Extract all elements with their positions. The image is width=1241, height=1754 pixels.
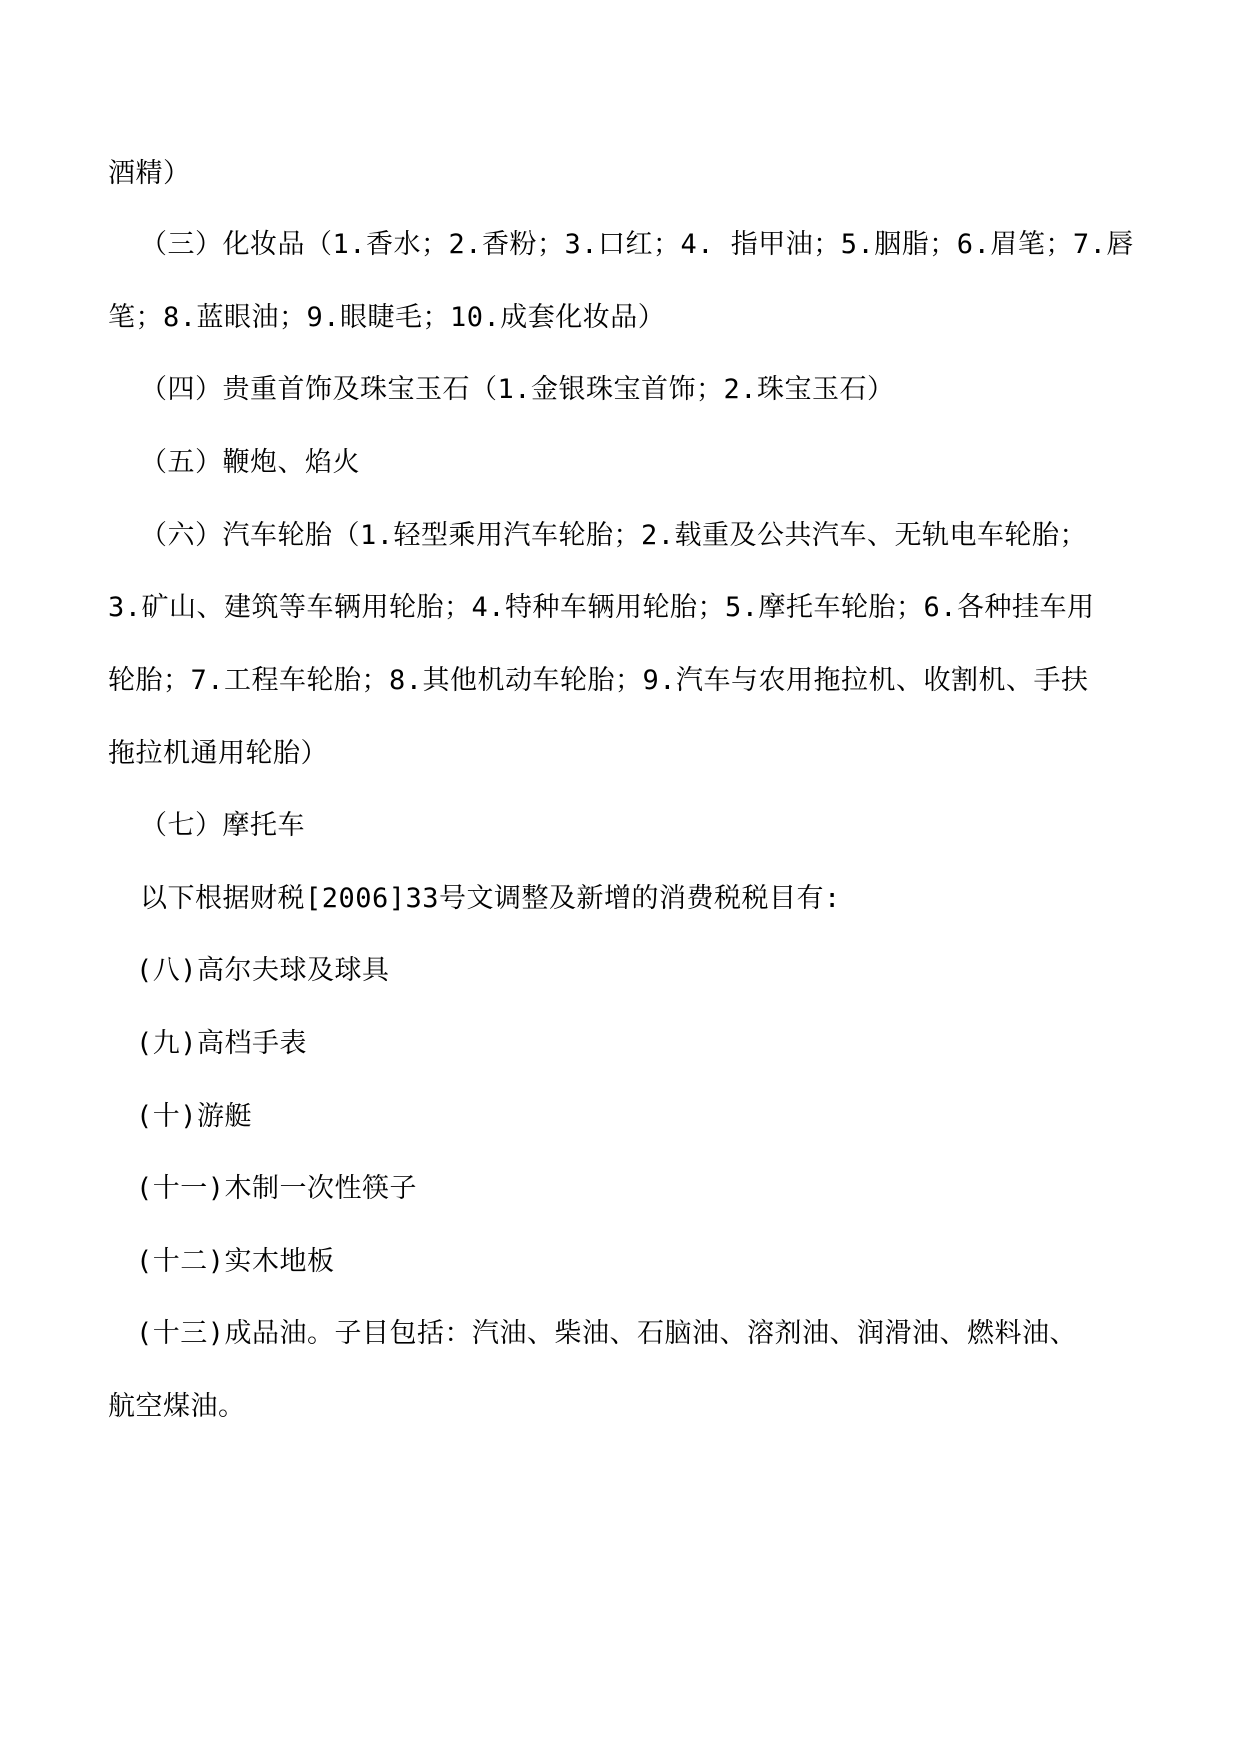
text-line: (十二)实木地板 [136, 1246, 335, 1277]
text-line: （三）化妆品（1.香水；2.香粉；3.口红；4. 指甲油；5.胭脂；6.眉笔；7.唇 [140, 229, 1134, 260]
text-line: (十一)木制一次性筷子 [136, 1173, 418, 1204]
text-line: 3.矿山、建筑等车辆用轮胎；4.特种车辆用轮胎；5.摩托车轮胎；6.各种挂车用 [108, 592, 1095, 623]
text-line: (八)高尔夫球及球具 [136, 955, 390, 986]
text-line: 笔；8.蓝眼油；9.眼睫毛；10.成套化妆品） [108, 302, 666, 333]
text-line: (十)游艇 [136, 1101, 253, 1132]
text-line: (十三)成品油。子目包括：汽油、柴油、石脑油、溶剂油、润滑油、燃料油、 [136, 1318, 1078, 1349]
text-line: （五）鞭炮、焰火 [140, 447, 360, 478]
text-line: 拖拉机通用轮胎） [108, 738, 328, 769]
text-line: (九)高档手表 [136, 1028, 308, 1059]
text-line: （七）摩托车 [140, 810, 305, 841]
text-line: 以下根据财税[2006]33号文调整及新增的消费税税目有: [140, 883, 841, 914]
text-line: （六）汽车轮胎（1.轻型乘用汽车轮胎；2.载重及公共汽车、无轨电车轮胎； [140, 520, 1088, 551]
text-line: 航空煤油。 [108, 1391, 246, 1422]
text-line: （四）贵重首饰及珠宝玉石（1.金银珠宝首饰；2.珠宝玉石） [140, 374, 895, 405]
text-line: 轮胎；7.工程车轮胎；8.其他机动车轮胎；9.汽车与农用拖拉机、收割机、手扶 [108, 665, 1089, 696]
text-line: 酒精） [108, 158, 191, 189]
